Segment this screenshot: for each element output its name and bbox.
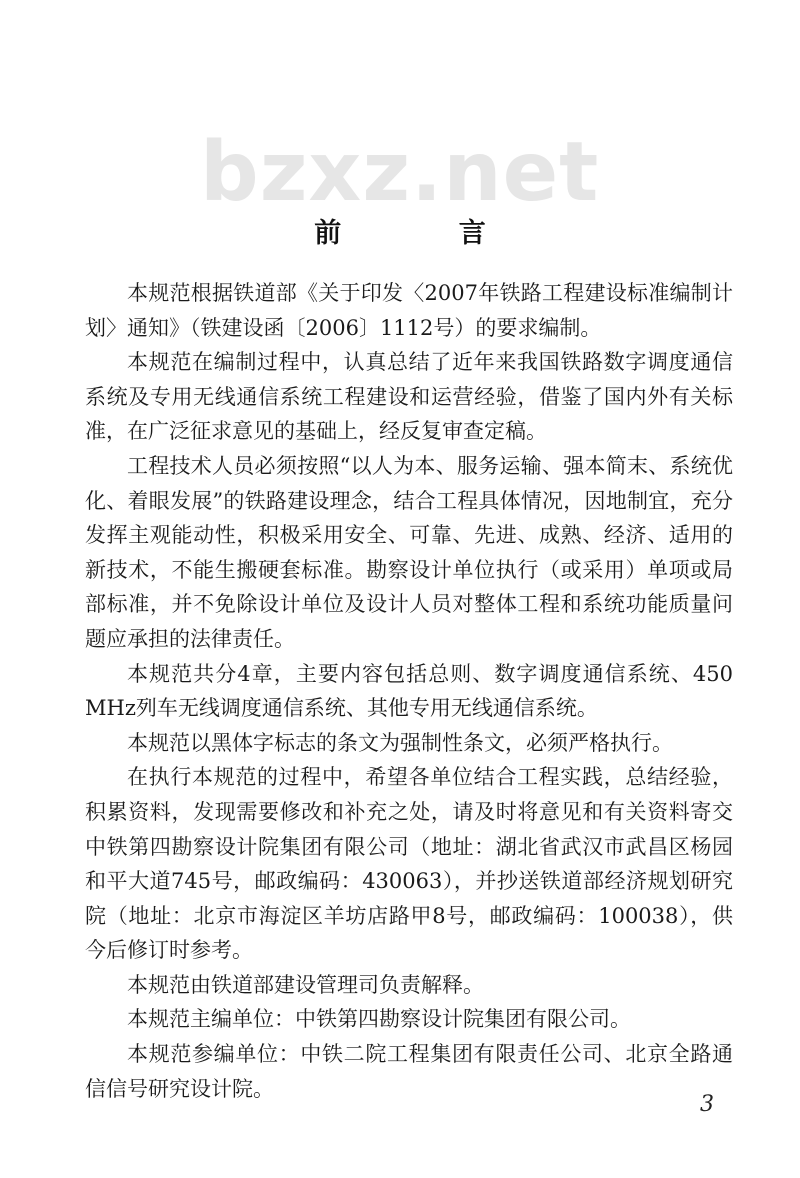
- paragraph-8: 本规范主编单位：中铁第四勘察设计院集团有限公司。: [127, 1007, 631, 1032]
- page-number: 3: [700, 1092, 714, 1117]
- paragraph-1: 本规范根据铁道部《关于印发〈2007年铁路工程建设标准编制计划〉通知》（铁建设函〔2006〕1112号）的要求编制。: [85, 281, 733, 340]
- page-title: 前 言: [314, 218, 540, 249]
- watermark: bzxz.net: [200, 125, 600, 220]
- body-text: [85, 276, 733, 1106]
- paragraph-6: 在执行本规范的过程中，希望各单位结合工程实践，总结经验，积累资料，发现需要修改和补充之处，请及时将意见和有关资料寄交中铁第四勘察设计院集团有限公司（地址：湖北省武汉市武昌区杨园和平大道745号，邮政编码：430063），并抄送铁道部经济规划研究院（地址：北京市海淀区羊坊店路甲8号，邮政编码：100038），供今后修订时参考。: [85, 765, 733, 963]
- paragraph-2: 本规范在编制过程中，认真总结了近年来我国铁路数字调度通信系统及专用无线通信系统工程建设和运营经验，借鉴了国内外有关标准，在广泛征求意见的基础上，经反复审查定稿。: [85, 350, 733, 444]
- paragraph-7: 本规范由铁道部建设管理司负责解释。: [127, 972, 484, 997]
- paragraph-9: 本规范参编单位：中铁二院工程集团有限责任公司、北京全路通信信号研究设计院。: [85, 1042, 733, 1101]
- paragraph-5: 本规范以黑体字标志的条文为强制性条文，必须严格执行。: [127, 730, 673, 755]
- paragraph-3: 工程技术人员必须按照“以人为本、服务运输、强本简末、系统优化、着眼发展”的铁路建设理念，结合工程具体情况，因地制宜，充分发挥主观能动性，积极采用安全、可靠、先进、成熟、经济、适用的新技术，不能生搬硬套标准。勘察设计单位执行（或采用）单项或局部标准，并不免除设计单位及设计人员对整体工程和系统功能质量问题应承担的法律责任。: [85, 453, 733, 651]
- paragraph-4: 本规范共分4章，主要内容包括总则、数字调度通信系统、450 MHz列车无线调度通信系统、其他专用无线通信系统。: [85, 661, 733, 721]
